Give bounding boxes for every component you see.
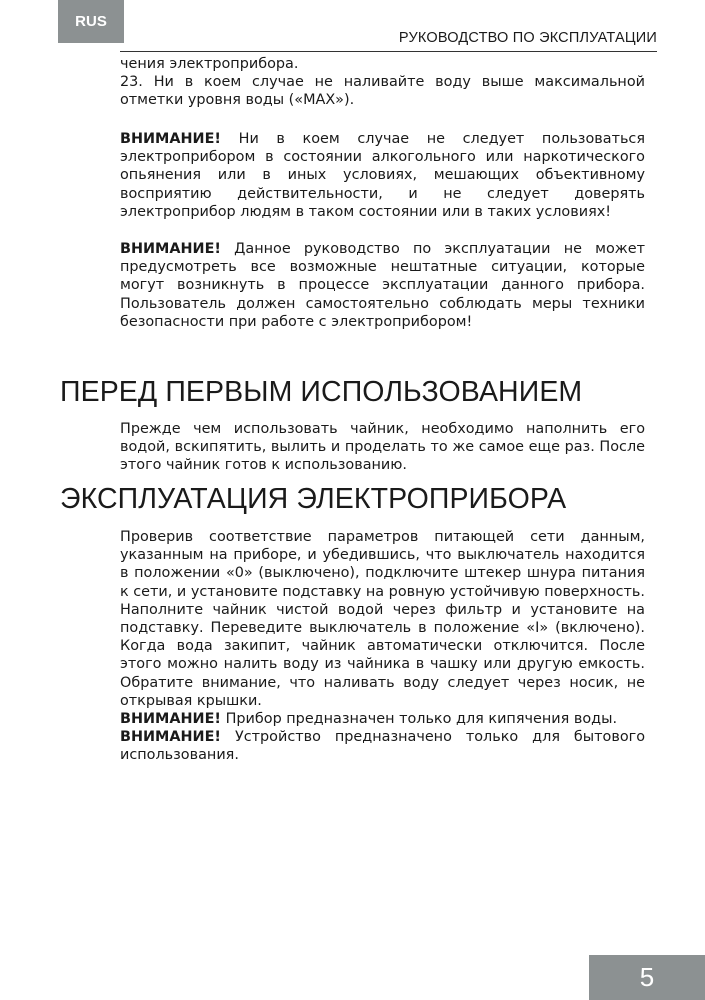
warning-paragraph	[120, 130, 645, 221]
warning-label: ВНИМАНИЕ!	[120, 711, 221, 727]
warning-block-2	[120, 240, 645, 331]
operation-warnings	[120, 710, 645, 765]
running-header-title: РУКОВОДСТВО ПО ЭКСПЛУАТАЦИИ	[398, 30, 657, 46]
first-use-text: Прежде чем использовать чайник, необходимо наполнить его водой, вскипятить, вылить и проделать то же самое еще раз. После этого чайник готов к использованию.	[120, 421, 645, 474]
item-23: 23. Ни в коем случае не наливайте воду выше максимальной отметки уровня воды («MAX»).	[120, 74, 645, 109]
first-use-block	[120, 420, 645, 475]
warning-label: ВНИМАНИЕ!	[120, 241, 221, 257]
warning-paragraph	[120, 240, 645, 331]
warning-text: Ни в коем случае не следует пользоваться электроприбором в состоянии алкогольного или наркотического опьянения или в иных условиях, мешающих объективному восприятию действительности, и не следует доверять электроприбор людям в таком состоянии или в таких условиях!	[120, 131, 645, 220]
continued-line: чения электроприбора.	[120, 56, 299, 72]
warning-label: ВНИМАНИЕ!	[120, 729, 221, 746]
warning-text: Прибор предназначен только для кипячения воды.	[225, 711, 618, 727]
operation-block	[120, 528, 645, 710]
operation-text: Проверив соответствие параметров питающей сети данным, указанным на приборе, и убедившись, что выключатель находится в положении «0» (выключено), подключите штекер шнура питания к сети, и установите подставку на ровную устойчивую поверхность. Наполните чайник чистой водой через фильтр и установите на подставку. Переведите выключатель в положение «I» (включено). Когда вода закипит, чайник автоматически отключится. После этого можно налить воду из чайника в чашку или другую емкость. Обратите внимание, что наливать воду следует через носик, не открывая крышки.	[120, 529, 645, 709]
intro-block	[120, 55, 645, 110]
section-heading-operation: ЭКСПЛУАТАЦИЯ ЭЛЕКТРОПРИБОРА	[60, 483, 567, 515]
section-heading-first-use: ПЕРЕД ПЕРВЫМ ИСПОЛЬЗОВАНИЕМ	[60, 376, 583, 408]
warning-block-1	[120, 130, 645, 221]
warning-paragraph	[120, 728, 645, 764]
header-divider	[120, 51, 657, 52]
language-tab: RUS	[58, 0, 124, 43]
page-number: 5	[589, 955, 705, 1000]
warning-paragraph	[120, 710, 645, 728]
warning-text: Устройство предназначено только для бытового использования.	[120, 729, 646, 764]
warning-label: ВНИМАНИЕ!	[120, 131, 221, 147]
warning-text: Данное руководство по эксплуатации не может предусмотреть все возможные нештатные ситуации, которые могут возникнуть в процессе эксплуатации данного прибора. Пользователь должен самостоятельно соблюдать меры техники безопасности при работе с электроприбором!	[120, 241, 645, 330]
